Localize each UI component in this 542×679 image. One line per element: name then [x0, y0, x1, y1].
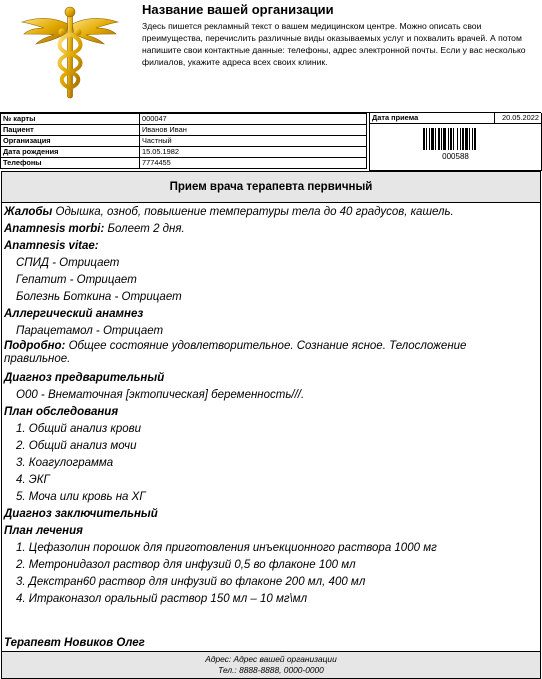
organization-description: Здесь пишется рекламный текст о вашем медицинском центре. Можно описать свои преимущества, перечислить различные виды оказываемых услуг и похвалить врачей. А потом напишите свои контактные данные: телефоны, адрес электронной почты. Если у вас несколько филиалов, укажите адреса всех своих клиник.	[142, 21, 526, 67]
doctor-signature: Терапевт Новиков Олег	[4, 637, 145, 649]
allergy-label: Аллергический анамнез	[4, 308, 144, 320]
visit-record	[4, 204, 534, 608]
footer	[1, 651, 541, 679]
prelim-diagnosis-label: Диагноз предварительный	[4, 372, 165, 384]
organization-name: Название вашей организации	[142, 2, 334, 17]
organization-value: Частный	[140, 136, 367, 147]
detail-paragraph	[4, 340, 534, 366]
visit-date-row	[370, 113, 541, 124]
complaints-label: Жалобы	[4, 206, 53, 218]
list-item: 2. Общий анализ мочи	[16, 440, 137, 452]
table-row	[1, 136, 367, 147]
table-row	[1, 147, 367, 158]
list-item: Парацетамол - Отрицает	[16, 325, 164, 337]
barcode-number: 000588	[442, 152, 469, 161]
birth-date-value: 15.05.1982	[140, 147, 367, 158]
card-number-value: 000047	[140, 114, 367, 125]
table-row	[1, 158, 367, 169]
morbi-text: Болеет 2 дня.	[104, 223, 185, 235]
table-row	[1, 114, 367, 125]
list-item: Гепатит - Отрицает	[16, 274, 137, 286]
organization-label: Организация	[1, 136, 140, 147]
table-row	[1, 125, 367, 136]
exam-plan-label: План обследования	[4, 406, 119, 418]
morbi-label: Anamnesis morbi:	[4, 223, 105, 235]
footer-phone: Тел.: 8888-8888, 0000-0000	[218, 665, 324, 675]
card-number-label: № карты	[1, 114, 140, 125]
list-item: 2. Метронидазол раствор для инфузий 0,5 во флаконе 100 мл	[16, 559, 356, 571]
list-item: СПИД - Отрицает	[16, 257, 120, 269]
list-item: 3. Декстран60 раствор для инфузий во флаконе 200 мл, 400 мл	[16, 576, 366, 588]
phones-value: 7774455	[140, 158, 367, 169]
barcode-icon	[422, 128, 492, 150]
patient-value: Иванов Иван	[140, 125, 367, 136]
vitae-label: Anamnesis vitae:	[4, 240, 99, 252]
visit-date-value: 20.05.2022	[502, 113, 539, 122]
final-diagnosis-label: Диагноз заключительный	[4, 508, 158, 520]
detail-label: Подробно:	[4, 340, 66, 352]
list-item: 5. Моча или кровь на ХГ	[16, 491, 146, 503]
patient-info-block	[0, 112, 541, 171]
caduceus-logo-icon	[20, 4, 120, 102]
detail-text: Общее состояние удовлетворительное. Сознание ясное. Телосложение правильное.	[4, 340, 467, 365]
list-item: 4. ЭКГ	[16, 474, 50, 486]
complaints-line	[4, 204, 534, 221]
list-item: Болезнь Боткина - Отрицает	[16, 291, 182, 303]
page-title: Прием врача терапевта первичный	[1, 171, 541, 203]
visit-date-label: Дата приема	[372, 113, 419, 122]
treatment-plan-label: План лечения	[4, 525, 83, 537]
list-item: 1. Общий анализ крови	[16, 423, 142, 435]
patient-label: Пациент	[1, 125, 140, 136]
morbi-line	[4, 221, 534, 238]
phones-label: Телефоны	[1, 158, 140, 169]
birth-date-label: Дата рождения	[1, 147, 140, 158]
list-item: 3. Коагулограмма	[16, 457, 114, 469]
complaints-text: Одышка, озноб, повышение температуры тела до 40 градусов, кашель.	[52, 206, 454, 218]
list-item: 1. Цефазолин порошок для приготовления инъекционного раствора 1000 мг	[16, 542, 437, 554]
patient-info-table	[0, 113, 367, 169]
prelim-diagnosis-text: O00 - Внематочная [эктопическая] беременность///.	[16, 389, 305, 401]
visit-box	[369, 113, 542, 171]
footer-address: Адрес: Адрес вашей организации	[205, 654, 337, 664]
list-item: 4. Итраконазол оральный раствор 150 мл – 10 мг\мл	[16, 593, 308, 605]
